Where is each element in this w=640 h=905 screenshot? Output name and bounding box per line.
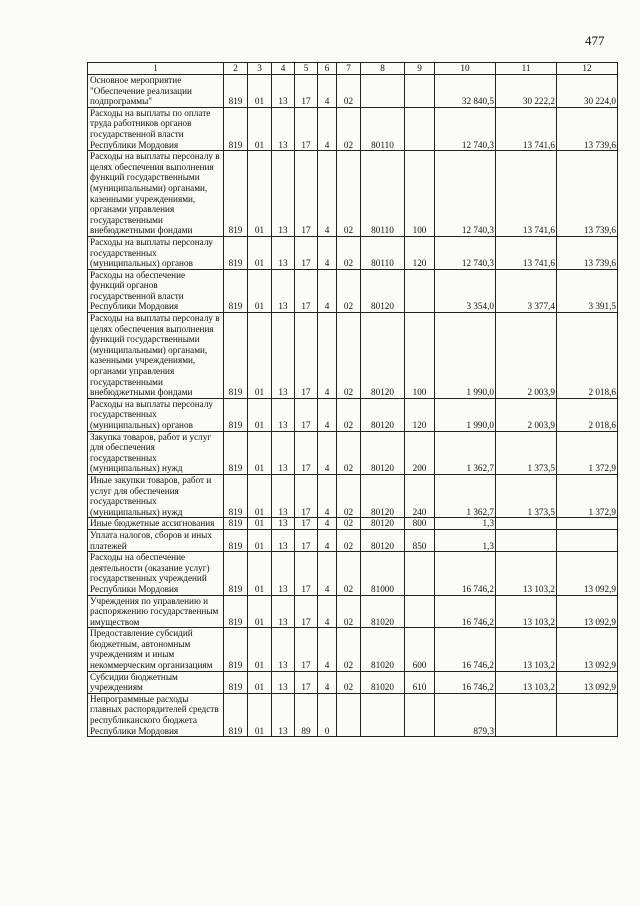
program-code-cell: 17 — [295, 431, 318, 474]
subsection-code-cell: 13 — [272, 628, 295, 671]
program-code-cell: 17 — [295, 671, 318, 693]
table-row — [88, 595, 618, 628]
amount-col12-cell: 13 739,6 — [557, 151, 618, 237]
column-header-6: 6 — [318, 63, 337, 75]
program-code-cell: 17 — [295, 595, 318, 628]
activity-code-cell: 02 — [337, 313, 361, 399]
direction-code-cell: 80110 — [361, 151, 405, 237]
subsection-code-cell: 13 — [272, 313, 295, 399]
amount-col12-cell: 13 739,6 — [557, 236, 618, 269]
ministry-code-cell: 819 — [224, 269, 248, 312]
expense-type-cell: 850 — [405, 529, 435, 551]
subsection-code-cell: 13 — [272, 529, 295, 551]
section-code-cell: 01 — [248, 693, 272, 736]
description-cell: Основное мероприятие "Обеспечение реализации подпрограммы" — [88, 75, 224, 108]
subprogram-code-cell: 4 — [318, 671, 337, 693]
column-header-12: 12 — [557, 63, 618, 75]
table-row — [88, 313, 618, 399]
table-row — [88, 552, 618, 595]
ministry-code-cell: 819 — [224, 552, 248, 595]
amount-col11-cell — [496, 693, 557, 736]
amount-col10-cell: 3 354,0 — [435, 269, 496, 312]
subprogram-code-cell: 4 — [318, 628, 337, 671]
program-code-cell: 17 — [295, 529, 318, 551]
description-cell: Иные бюджетные ассигнования — [88, 518, 224, 530]
direction-code-cell: 80120 — [361, 518, 405, 530]
amount-col12-cell — [557, 693, 618, 736]
subsection-code-cell: 13 — [272, 552, 295, 595]
ministry-code-cell: 819 — [224, 671, 248, 693]
subprogram-code-cell: 4 — [318, 107, 337, 150]
section-code-cell: 01 — [248, 75, 272, 108]
amount-col12-cell: 2 018,6 — [557, 398, 618, 431]
expense-type-cell — [405, 75, 435, 108]
column-header-1: 1 — [88, 63, 224, 75]
budget-table — [87, 62, 618, 737]
subsection-code-cell: 13 — [272, 269, 295, 312]
ministry-code-cell: 819 — [224, 595, 248, 628]
description-cell: Расходы на выплаты персоналу государственных (муниципальных) органов — [88, 236, 224, 269]
expense-type-cell: 800 — [405, 518, 435, 530]
activity-code-cell: 02 — [337, 518, 361, 530]
ministry-code-cell: 819 — [224, 75, 248, 108]
table-row — [88, 529, 618, 551]
amount-col10-cell: 1 990,0 — [435, 398, 496, 431]
amount-col10-cell: 879,3 — [435, 693, 496, 736]
direction-code-cell — [361, 75, 405, 108]
amount-col10-cell: 16 746,2 — [435, 628, 496, 671]
amount-col12-cell: 1 372,9 — [557, 431, 618, 474]
expense-type-cell: 100 — [405, 151, 435, 237]
direction-code-cell: 80120 — [361, 313, 405, 399]
amount-col11-cell: 2 003,9 — [496, 398, 557, 431]
direction-code-cell — [361, 693, 405, 736]
column-header-7: 7 — [337, 63, 361, 75]
description-cell: Расходы на обеспечение функций органов государственной власти Республики Мордовия — [88, 269, 224, 312]
direction-code-cell: 80110 — [361, 107, 405, 150]
table-row — [88, 474, 618, 517]
subsection-code-cell: 13 — [272, 693, 295, 736]
section-code-cell: 01 — [248, 552, 272, 595]
ministry-code-cell: 819 — [224, 313, 248, 399]
table-row — [88, 398, 618, 431]
section-code-cell: 01 — [248, 269, 272, 312]
table-row — [88, 236, 618, 269]
subprogram-code-cell: 4 — [318, 236, 337, 269]
description-cell: Уплата налогов, сборов и иных платежей — [88, 529, 224, 551]
amount-col10-cell: 32 840,5 — [435, 75, 496, 108]
table-row — [88, 107, 618, 150]
ministry-code-cell: 819 — [224, 518, 248, 530]
amount-col12-cell: 13 092,9 — [557, 552, 618, 595]
amount-col10-cell: 16 746,2 — [435, 552, 496, 595]
amount-col11-cell: 30 222,2 — [496, 75, 557, 108]
subprogram-code-cell: 4 — [318, 75, 337, 108]
section-code-cell: 01 — [248, 671, 272, 693]
amount-col12-cell — [557, 529, 618, 551]
column-header-4: 4 — [272, 63, 295, 75]
activity-code-cell: 02 — [337, 628, 361, 671]
amount-col11-cell: 13 103,2 — [496, 628, 557, 671]
subsection-code-cell: 13 — [272, 151, 295, 237]
subprogram-code-cell: 4 — [318, 151, 337, 237]
description-cell: Расходы на выплаты персоналу государственных (муниципальных) органов — [88, 398, 224, 431]
amount-col10-cell: 16 746,2 — [435, 595, 496, 628]
amount-col11-cell: 1 373,5 — [496, 474, 557, 517]
amount-col10-cell: 1 990,0 — [435, 313, 496, 399]
subsection-code-cell: 13 — [272, 431, 295, 474]
program-code-cell: 17 — [295, 313, 318, 399]
section-code-cell: 01 — [248, 518, 272, 530]
column-header-2: 2 — [224, 63, 248, 75]
program-code-cell: 17 — [295, 269, 318, 312]
expense-type-cell: 120 — [405, 236, 435, 269]
ministry-code-cell: 819 — [224, 431, 248, 474]
program-code-cell: 17 — [295, 552, 318, 595]
section-code-cell: 01 — [248, 236, 272, 269]
expense-type-cell: 120 — [405, 398, 435, 431]
section-code-cell: 01 — [248, 431, 272, 474]
amount-col11-cell: 3 377,4 — [496, 269, 557, 312]
subsection-code-cell: 13 — [272, 75, 295, 108]
amount-col12-cell: 13 092,9 — [557, 595, 618, 628]
expense-type-cell: 200 — [405, 431, 435, 474]
program-code-cell: 17 — [295, 398, 318, 431]
subprogram-code-cell: 4 — [318, 474, 337, 517]
activity-code-cell: 02 — [337, 236, 361, 269]
table-row — [88, 269, 618, 312]
ministry-code-cell: 819 — [224, 236, 248, 269]
amount-col10-cell: 1,3 — [435, 529, 496, 551]
activity-code-cell: 02 — [337, 671, 361, 693]
subsection-code-cell: 13 — [272, 398, 295, 431]
section-code-cell: 01 — [248, 529, 272, 551]
amount-col11-cell: 1 373,5 — [496, 431, 557, 474]
amount-col11-cell — [496, 518, 557, 530]
table-row — [88, 518, 618, 530]
subprogram-code-cell: 4 — [318, 552, 337, 595]
expense-type-cell — [405, 552, 435, 595]
program-code-cell: 89 — [295, 693, 318, 736]
direction-code-cell: 80120 — [361, 529, 405, 551]
amount-col11-cell: 13 103,2 — [496, 595, 557, 628]
activity-code-cell: 02 — [337, 595, 361, 628]
expense-type-cell — [405, 107, 435, 150]
activity-code-cell: 02 — [337, 75, 361, 108]
description-cell: Расходы на обеспечение деятельности (оказание услуг) государственных учреждений Республики Мордовия — [88, 552, 224, 595]
expense-type-cell — [405, 595, 435, 628]
description-cell: Расходы на выплаты персоналу в целях обеспечения выполнения функций государственными (муниципальными) органами, казенными учреждениями, органами управления государственными внебюджетными фондами — [88, 151, 224, 237]
section-code-cell: 01 — [248, 151, 272, 237]
program-code-cell: 17 — [295, 151, 318, 237]
page-number: 477 — [585, 33, 605, 48]
ministry-code-cell: 819 — [224, 529, 248, 551]
direction-code-cell: 81020 — [361, 628, 405, 671]
table-row — [88, 75, 618, 108]
table-row — [88, 693, 618, 736]
section-code-cell: 01 — [248, 398, 272, 431]
activity-code-cell — [337, 693, 361, 736]
amount-col12-cell: 13 092,9 — [557, 628, 618, 671]
expense-type-cell — [405, 269, 435, 312]
activity-code-cell: 02 — [337, 269, 361, 312]
amount-col10-cell: 1,3 — [435, 518, 496, 530]
activity-code-cell: 02 — [337, 151, 361, 237]
activity-code-cell: 02 — [337, 398, 361, 431]
subprogram-code-cell: 4 — [318, 529, 337, 551]
column-header-8: 8 — [361, 63, 405, 75]
direction-code-cell: 80120 — [361, 398, 405, 431]
activity-code-cell: 02 — [337, 107, 361, 150]
direction-code-cell: 80120 — [361, 431, 405, 474]
subsection-code-cell: 13 — [272, 107, 295, 150]
amount-col11-cell: 13 741,6 — [496, 236, 557, 269]
ministry-code-cell: 819 — [224, 151, 248, 237]
subprogram-code-cell: 4 — [318, 313, 337, 399]
program-code-cell: 17 — [295, 518, 318, 530]
description-cell: Субсидии бюджетным учреждениям — [88, 671, 224, 693]
column-header-3: 3 — [248, 63, 272, 75]
column-header-5: 5 — [295, 63, 318, 75]
table-row — [88, 671, 618, 693]
amount-col11-cell — [496, 529, 557, 551]
section-code-cell: 01 — [248, 595, 272, 628]
table-row — [88, 628, 618, 671]
direction-code-cell: 81020 — [361, 671, 405, 693]
direction-code-cell: 80120 — [361, 269, 405, 312]
table-row — [88, 431, 618, 474]
description-cell: Иные закупки товаров, работ и услуг для обеспечения государственных (муниципальных) нужд — [88, 474, 224, 517]
amount-col10-cell: 16 746,2 — [435, 671, 496, 693]
description-cell: Непрограммные расходы главных распорядителей средств республиканского бюджета Республики Мордовия — [88, 693, 224, 736]
ministry-code-cell: 819 — [224, 693, 248, 736]
subprogram-code-cell: 4 — [318, 431, 337, 474]
amount-col12-cell: 3 391,5 — [557, 269, 618, 312]
subprogram-code-cell: 4 — [318, 398, 337, 431]
program-code-cell: 17 — [295, 107, 318, 150]
section-code-cell: 01 — [248, 313, 272, 399]
section-code-cell: 01 — [248, 474, 272, 517]
activity-code-cell: 02 — [337, 529, 361, 551]
activity-code-cell: 02 — [337, 431, 361, 474]
section-code-cell: 01 — [248, 107, 272, 150]
program-code-cell: 17 — [295, 628, 318, 671]
amount-col12-cell: 30 224,0 — [557, 75, 618, 108]
description-cell: Расходы на выплаты персоналу в целях обеспечения выполнения функций государственными (муниципальными) органами, казенными учреждениями, органами управления государственными внебюджетными фондами — [88, 313, 224, 399]
expense-type-cell: 600 — [405, 628, 435, 671]
column-header-9: 9 — [405, 63, 435, 75]
ministry-code-cell: 819 — [224, 398, 248, 431]
amount-col10-cell: 12 740,3 — [435, 236, 496, 269]
description-cell: Учреждения по управлению и распоряжению государственным имуществом — [88, 595, 224, 628]
activity-code-cell: 02 — [337, 552, 361, 595]
column-header-10: 10 — [435, 63, 496, 75]
amount-col12-cell: 1 372,9 — [557, 474, 618, 517]
subsection-code-cell: 13 — [272, 236, 295, 269]
column-header-11: 11 — [496, 63, 557, 75]
amount-col10-cell: 12 740,3 — [435, 107, 496, 150]
amount-col11-cell: 13 741,6 — [496, 107, 557, 150]
table-row — [88, 151, 618, 237]
subprogram-code-cell: 4 — [318, 269, 337, 312]
amount-col12-cell: 2 018,6 — [557, 313, 618, 399]
amount-col11-cell: 13 103,2 — [496, 552, 557, 595]
amount-col11-cell: 13 741,6 — [496, 151, 557, 237]
amount-col12-cell: 13 092,9 — [557, 671, 618, 693]
expense-type-cell — [405, 693, 435, 736]
expense-type-cell: 100 — [405, 313, 435, 399]
program-code-cell: 17 — [295, 75, 318, 108]
program-code-cell: 17 — [295, 236, 318, 269]
direction-code-cell: 80110 — [361, 236, 405, 269]
subsection-code-cell: 13 — [272, 474, 295, 517]
activity-code-cell: 02 — [337, 474, 361, 517]
expense-type-cell: 240 — [405, 474, 435, 517]
amount-col10-cell: 12 740,3 — [435, 151, 496, 237]
direction-code-cell: 81000 — [361, 552, 405, 595]
subsection-code-cell: 13 — [272, 518, 295, 530]
direction-code-cell: 80120 — [361, 474, 405, 517]
subprogram-code-cell: 4 — [318, 518, 337, 530]
table-body — [88, 75, 618, 737]
amount-col11-cell: 13 103,2 — [496, 671, 557, 693]
ministry-code-cell: 819 — [224, 628, 248, 671]
direction-code-cell: 81020 — [361, 595, 405, 628]
amount-col12-cell: 13 739,6 — [557, 107, 618, 150]
amount-col10-cell: 1 362,7 — [435, 474, 496, 517]
ministry-code-cell: 819 — [224, 107, 248, 150]
description-cell: Закупка товаров, работ и услуг для обеспечения государственных (муниципальных) нужд — [88, 431, 224, 474]
description-cell: Предоставление субсидий бюджетным, автономным учреждениям и иным некоммерческим организациям — [88, 628, 224, 671]
amount-col12-cell — [557, 518, 618, 530]
expense-type-cell: 610 — [405, 671, 435, 693]
section-code-cell: 01 — [248, 628, 272, 671]
subprogram-code-cell: 4 — [318, 595, 337, 628]
subprogram-code-cell: 0 — [318, 693, 337, 736]
ministry-code-cell: 819 — [224, 474, 248, 517]
amount-col10-cell: 1 362,7 — [435, 431, 496, 474]
program-code-cell: 17 — [295, 474, 318, 517]
amount-col11-cell: 2 003,9 — [496, 313, 557, 399]
description-cell: Расходы на выплаты по оплате труда работников органов государственной власти Республики Мордовия — [88, 107, 224, 150]
column-number-row — [88, 63, 618, 75]
subsection-code-cell: 13 — [272, 595, 295, 628]
subsection-code-cell: 13 — [272, 671, 295, 693]
